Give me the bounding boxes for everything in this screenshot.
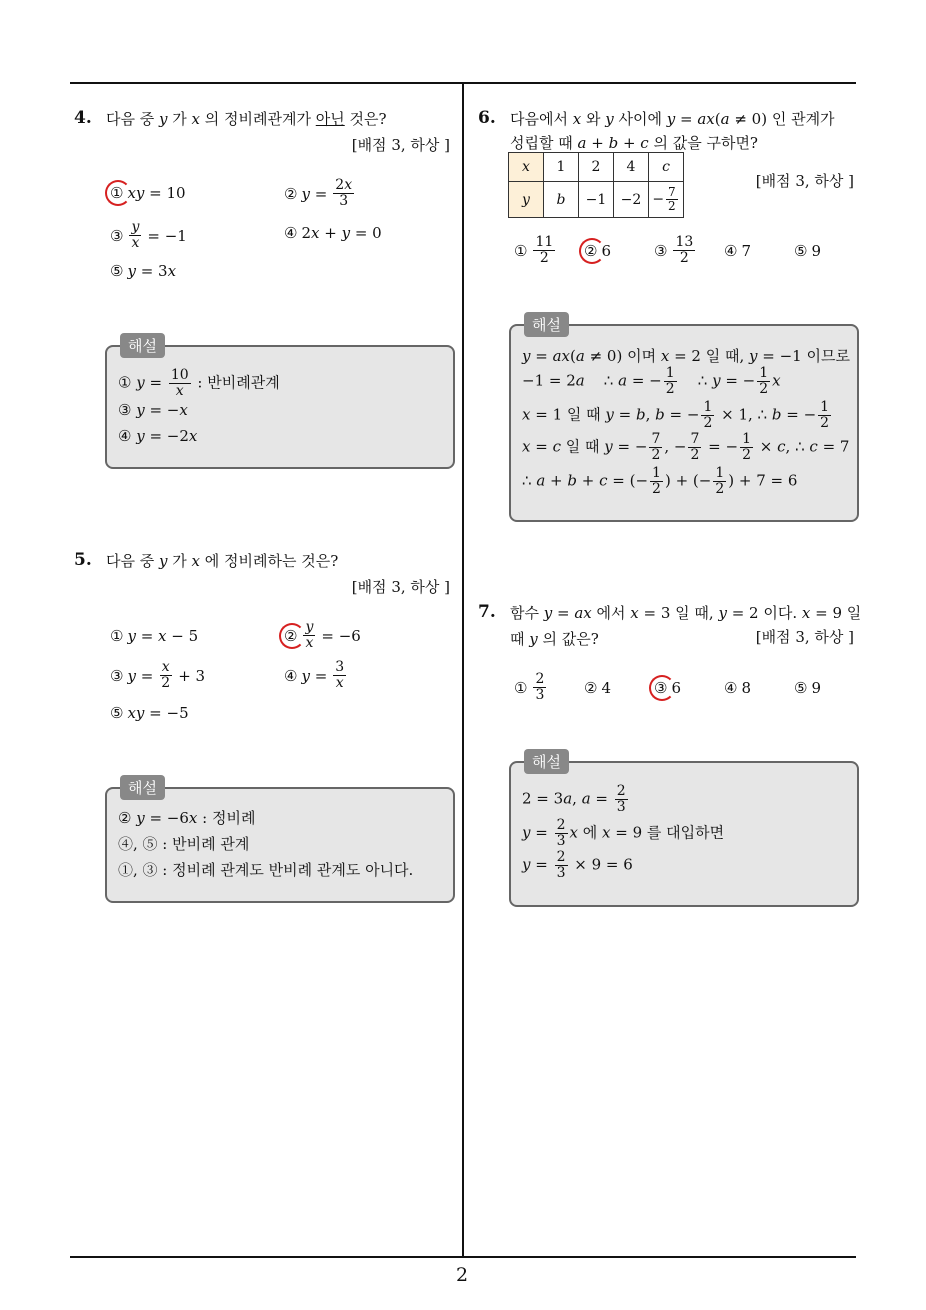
q6-table-cell: 2 xyxy=(579,153,614,182)
q6-table-cell: 1 xyxy=(544,153,579,182)
q7-solution-line-2: y = $\frac{2}{3}$ x 에 x = 9 를 대입하면 xyxy=(522,817,725,849)
q5-choice-4[interactable]: ④ y = $\frac{3}{x}$ xyxy=(284,659,345,691)
q4-choice-3[interactable]: ③ $\frac{y}{x}$ = −1 xyxy=(110,219,187,251)
bottom-rule xyxy=(70,1256,856,1258)
q4-solution-line-1: ① y = $\frac{10}{x}$ : 반비례관계 xyxy=(118,367,280,399)
q5-text: 다음 중 y 가 x 에 정비례하는 것은? xyxy=(106,552,339,570)
q6-solution-line-5: ∴ a + b + c = (− $\frac{1}{2}$ ) + (− $\frac{1}{2}$ ) + 7 = 6 xyxy=(522,465,798,497)
q7-text-line-2: 때 y 의 값은? xyxy=(510,630,599,648)
q6-text-line-1: 다음에서 x 와 y 사이에 y = ax(a ≠ 0) 인 관계가 xyxy=(510,110,835,128)
q5-solution-line-3: ①, ③ : 정비례 관계도 반비례 관계도 아니다. xyxy=(118,861,414,879)
q5-choice-3[interactable]: ③ y = $\frac{x}{2}$ + 3 xyxy=(110,659,206,691)
q6-solution-line-4: x = c 일 때 y = − $\frac{7}{2}$ , − $\frac{7}{2}$ = − $\frac{1}{2}$ × c, ∴ c = 7 xyxy=(522,431,850,463)
q4-choice-1[interactable]: ① xy = 10 xyxy=(110,184,186,202)
q6-choice-3[interactable]: ③ $\frac{13}{2}$ xyxy=(654,234,694,266)
answer-circle xyxy=(579,238,605,264)
q4-number: 4. xyxy=(74,108,92,128)
q7-choice-2[interactable]: ② 4 xyxy=(584,679,611,697)
q6-table-cell: −1 xyxy=(579,182,614,218)
q7-text-line-1: 함수 y = ax 에서 x = 3 일 때, y = 2 이다. x = 9 일 xyxy=(510,604,862,622)
q7-solution-label: 해설 xyxy=(524,749,569,774)
q7-number: 7. xyxy=(478,602,496,622)
q6-choice-5[interactable]: ⑤ 9 xyxy=(794,242,821,260)
q4-solution-line-2: ③ y = −x xyxy=(118,401,188,419)
q6-table-cell: −2 xyxy=(614,182,649,218)
q6-choice-2[interactable]: ② 6 xyxy=(584,242,611,260)
q6-table-row-y xyxy=(509,182,684,218)
q4-text: 다음 중 y 가 x 의 정비례관계가 아닌 것은? xyxy=(106,110,387,128)
q6-solution-line-1: y = ax(a ≠ 0) 이며 x = 2 일 때, y = −1 이므로 xyxy=(522,347,850,365)
q6-solution-line-2: −1 = 2a ∴ a = − $\frac{1}{2}$ ∴ y = − $\frac{1}{2}$ x xyxy=(522,365,781,397)
q5-solution-line-2: ④, ⑤ : 반비례 관계 xyxy=(118,835,250,853)
q4-choice-4[interactable]: ④ 2x + y = 0 xyxy=(284,224,382,242)
answer-circle xyxy=(279,623,305,649)
q7-choice-5[interactable]: ⑤ 9 xyxy=(794,679,821,697)
q6-table-cell: 4 xyxy=(614,153,649,182)
q6-number: 6. xyxy=(478,108,496,128)
q6-text-line-2: 성립할 때 a + b + c 의 값을 구하면? xyxy=(510,134,758,152)
q6-choice-4[interactable]: ④ 7 xyxy=(724,242,751,260)
q6-choice-1[interactable]: ① $\frac{11}{2}$ xyxy=(514,234,554,266)
q6-table-cell: y xyxy=(509,182,544,218)
q5-points: [배점 3, 하상 ] xyxy=(351,578,450,596)
q7-choice-3[interactable]: ③ 6 xyxy=(654,679,681,697)
q5-choice-5[interactable]: ⑤ xy = −5 xyxy=(110,704,189,722)
q5-choice-2[interactable]: ② $\frac{y}{x}$ = −6 xyxy=(284,620,361,651)
q7-solution-line-1: 2 = 3a, a = $\frac{2}{3}$ xyxy=(522,783,626,815)
q7-points: [배점 3, 하상 ] xyxy=(755,628,854,646)
q6-table xyxy=(508,152,684,218)
q6-solution-label: 해설 xyxy=(524,312,569,337)
q6-table-cell: − $\frac{7}{2}$ xyxy=(649,182,684,218)
q6-table-row-x xyxy=(509,153,684,182)
q5-number: 5. xyxy=(74,550,92,570)
column-divider xyxy=(462,82,464,1258)
q5-solution-label: 해설 xyxy=(120,775,165,800)
q4-solution-line-3: ④ y = −2x xyxy=(118,427,198,445)
page-number: 2 xyxy=(456,1264,469,1286)
q5-solution-line-1: ② y = −6x : 정비례 xyxy=(118,809,256,827)
q7-solution-line-3: y = $\frac{2}{3}$ × 9 = 6 xyxy=(522,849,633,881)
q6-table-cell: c xyxy=(649,153,684,182)
q7-choice-1[interactable]: ① $\frac{2}{3}$ xyxy=(514,671,545,703)
q6-points: [배점 3, 하상 ] xyxy=(755,172,854,190)
q4-choice-5[interactable]: ⑤ y = 3x xyxy=(110,262,177,280)
q4-solution-label: 해설 xyxy=(120,333,165,358)
answer-circle xyxy=(649,675,675,701)
answer-circle xyxy=(105,180,131,206)
q4-points: [배점 3, 하상 ] xyxy=(351,136,450,154)
q6-table-cell: b xyxy=(544,182,579,218)
q4-choice-2[interactable]: ② y = $\frac{2x}{3}$ xyxy=(284,177,353,209)
q7-choice-4[interactable]: ④ 8 xyxy=(724,679,751,697)
q5-choice-1[interactable]: ① y = x − 5 xyxy=(110,627,199,645)
q6-solution-line-3: x = 1 일 때 y = b, b = − $\frac{1}{2}$ × 1, ∴ b = − $\frac{1}{2}$ xyxy=(522,399,830,431)
q6-table-cell: x xyxy=(509,153,544,182)
